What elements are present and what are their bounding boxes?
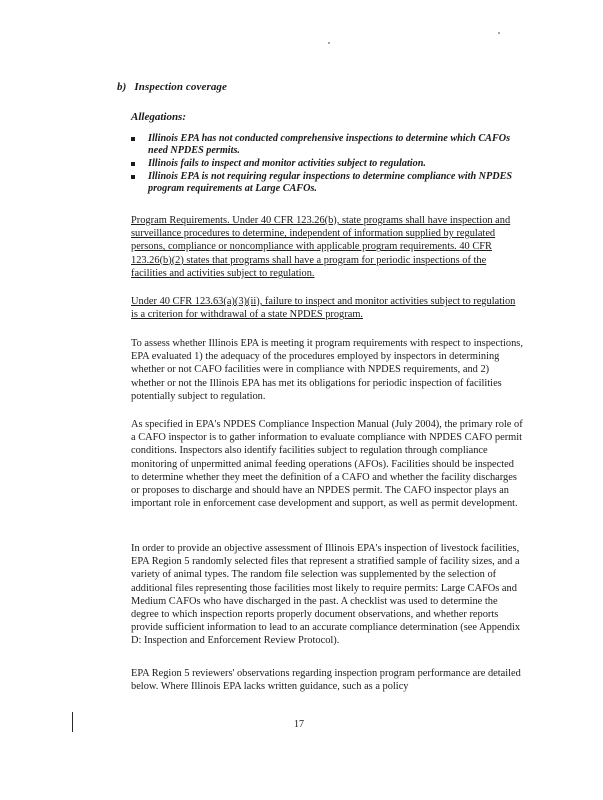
program-requirements-text: Program Requirements. Under 40 CFR 123.26(b), state programs shall have inspection and surveillance procedures to determine, independent of information supplied by regulated persons, compliance or noncompliance with applicable program requirements. 40 CFR 123.26(b)(2) states that programs shall have a program for periodic inspections of the facilities and activities subject to regulation. bbox=[131, 215, 511, 279]
allegation-text: Illinois EPA has not conducted comprehensive inspections to determine which CAFOs need NPDES permits. bbox=[148, 133, 511, 156]
bullet-icon bbox=[131, 162, 135, 166]
allegation-item bbox=[131, 158, 531, 170]
bullet-icon bbox=[131, 175, 135, 179]
allegation-text: Illinois fails to inspect and monitor activities subject to regulation. bbox=[148, 158, 426, 169]
reviewer-observations-paragraph: EPA Region 5 reviewers' observations regarding inspection program performance are detailed below. Where Illinois EPA lacks written guidance, such as a policy bbox=[131, 668, 521, 693]
allegation-item bbox=[131, 133, 531, 157]
page-number: 17 bbox=[294, 719, 304, 730]
assessment-paragraph: To assess whether Illinois EPA is meeting it program requirements with respect to inspections, EPA evaluated 1) the adequacy of the procedures employed by inspectors in determining whether or not CAFO facilities were in compliance with NPDES requirements, and 2) whether or not the Illinois EPA has met its obligations for periodic inspection of facilities potentially subject to regulation. bbox=[131, 338, 523, 402]
margin-mark bbox=[72, 712, 73, 732]
withdrawal-criterion-text: Under 40 CFR 123.63(a)(3)(ii), failure to inspect and monitor activities subject to regulation is a criterion for withdrawal of a state NPDES program. bbox=[131, 296, 516, 321]
objective-assessment-paragraph: In order to provide an objective assessment of Illinois EPA's inspection of livestock facilities, EPA Region 5 randomly selected files that represent a stratified sample of facility sizes, and a variety of animal types. The random file selection was supplemented by the selection of additional files representing those facilities most likely to require permits: Large CAFOs and Medium CAFOs who have discharged in the past. A checklist was used to determine the degree to which inspection reports properly document observations, and whether reports provide sufficient information to lead to an accurate compliance determination (see Appendix D: Inspection and Enforcement Review Protocol). bbox=[131, 543, 521, 647]
allegations-list bbox=[131, 133, 531, 196]
scan-speck bbox=[328, 42, 330, 44]
section-title: Inspection coverage bbox=[134, 81, 228, 93]
allegations-title: Allegations: bbox=[131, 111, 187, 123]
scan-speck bbox=[498, 32, 500, 34]
allegation-text: Illinois EPA is not requiring regular inspections to determine compliance with NPDES program requirements at Large CAFOs. bbox=[148, 171, 513, 194]
section-letter: b) bbox=[117, 81, 127, 93]
section-heading bbox=[117, 81, 227, 93]
program-requirements-paragraph bbox=[131, 214, 523, 280]
inspection-manual-paragraph: As specified in EPA's NPDES Compliance Inspection Manual (July 2004), the primary role of a CAFO inspector is to gather information to evaluate compliance with NPDES CAFO permit conditions. Inspectors also identify facilities subject to regulation through compliance monitoring of unpermitted animal feeding operations (AFOs). Facilities should be inspected to determine whether they meet the definition of a CAFO and whether the facility discharges or proposes to discharge and should have an NPDES permit. The CAFO inspector plays an important role in enforcement case development and support, as well as permit development. bbox=[131, 419, 523, 510]
bullet-icon bbox=[131, 137, 135, 141]
allegation-item bbox=[131, 171, 531, 195]
withdrawal-criterion-paragraph bbox=[131, 295, 523, 321]
